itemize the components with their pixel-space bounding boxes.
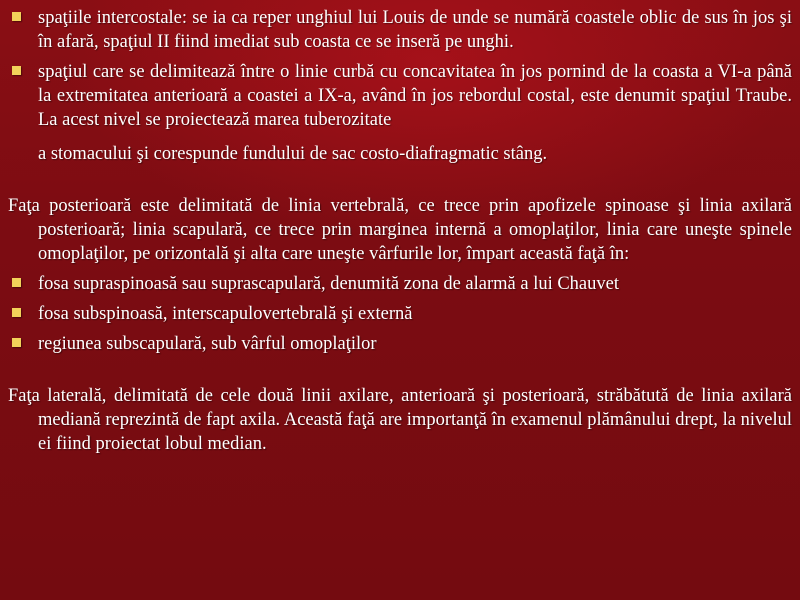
bullet-traube-space (8, 60, 792, 166)
square-bullet-icon (12, 12, 21, 21)
square-bullet-icon (12, 66, 21, 75)
bullet-text: fosa subspinoasă, interscapulovertebrală şi externă (38, 304, 413, 324)
paragraph-lateral-face: Faţa laterală, delimitată de cele două linii axilare, anterioară şi posterioară, străbătută de linia axilară mediană reprezintă de fapt axila. Această faţă are importanţă în examenul plămânului drept, la nivelul ei fiind proiectat lobul median. (8, 386, 792, 454)
bullet-text: fosa supraspinoasă sau suprascapulară, denumită zona de alarmă a lui Chauvet (38, 274, 619, 294)
square-bullet-icon (12, 278, 21, 287)
slide-content (8, 6, 792, 456)
square-bullet-icon (12, 308, 21, 317)
bullet-supraspinous-fossa (8, 272, 792, 296)
bullet-subscapular-region (8, 332, 792, 356)
paragraph-posterior-face: Faţa posterioară este delimitată de linia vertebrală, ce trece prin apofizele spinoase şi linia axilară posterioară; linia scapulară, ce trece prin marginea internă a omoplaţilor, linia care uneşte spinele omoplaţilor, pe orizontală şi alta care uneşte vârfurile lor, împart această faţă în: (8, 196, 792, 264)
bullet-text: regiunea subscapulară, sub vârful omoplaţilor (38, 334, 377, 354)
bullet-text-last-line: a stomacului şi corespunde fundului de sac costo-diafragmatic stâng. (38, 144, 548, 164)
bullet-intercostal-spaces (8, 6, 792, 54)
square-bullet-icon (12, 338, 21, 347)
bullet-infraspinous-fossa (8, 302, 792, 326)
bullet-text: spaţiul care se delimitează între o linie curbă cu concavitatea în jos pornind de la coasta a VI-a până la extremitatea anterioară a coastei a IX-a, având în jos rebordul costal, este denumit spaţiul Traube. La acest nivel se proiectează marea tuberozitate (38, 62, 792, 130)
bullet-text: spaţiile intercostale: se ia ca reper unghiul lui Louis de unde se numără coastele oblic de sus în jos şi în afară, spaţiul II fiind imediat sub coasta ce se inseră pe unghi. (38, 8, 792, 52)
